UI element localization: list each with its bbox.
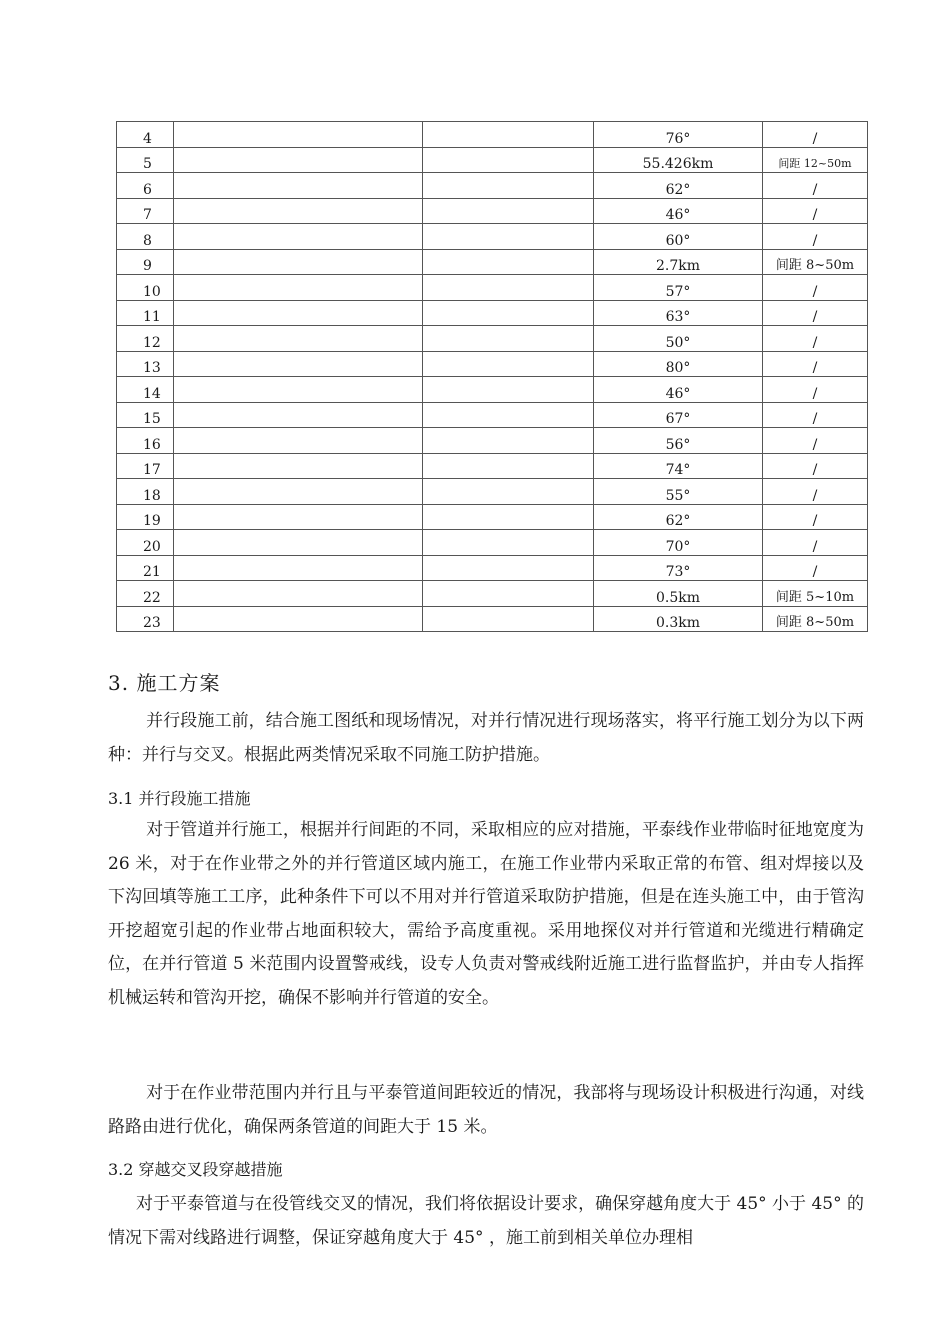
row-number-cell — [117, 504, 174, 530]
value-cell-text: 74° — [665, 462, 691, 478]
note-cell — [763, 249, 868, 275]
row-number-cell — [117, 402, 174, 428]
blank-cell — [174, 606, 423, 632]
blank-cell — [174, 326, 423, 352]
value-cell-text: 62° — [665, 513, 691, 529]
blank-cell — [174, 300, 423, 326]
row-number-cell — [117, 122, 174, 148]
paragraph-3-1-a-text: 对于管道并行施工，根据并行间距的不同，采取相应的应对措施，平泰线作业带临时征地宽度为 26 米，对于在作业带之外的并行管道区域内施工，在施工作业带内采取正常的布管、组对焊接以及下沟回填等施工工序，此种条件下可以不用对并行管道采取防护措施，但是在连头施工中，由于管沟开挖超宽引起的作业带占地面积较大，需给予高度重视。采用地探仪对并行管道和光缆进行精确定位，在并行管道 5 米范围内设置警戒线，设专人负责对警戒线附近施工进行监督监护，并由专人指挥机械运转和管沟开挖，确保不影响并行管道的安全。 — [108, 820, 864, 1008]
value-cell-text: 67° — [665, 411, 691, 427]
row-number-cell-text: 18 — [143, 487, 161, 504]
note-cell — [763, 275, 868, 301]
row-number-cell — [117, 530, 174, 556]
note-cell — [763, 530, 868, 556]
row-number-cell — [117, 428, 174, 454]
table-row — [117, 479, 868, 505]
blank-cell — [423, 351, 594, 377]
note-cell — [763, 198, 868, 224]
note-cell — [763, 504, 868, 530]
value-cell-text: 63° — [665, 309, 691, 325]
value-cell — [594, 530, 763, 556]
note-cell-text: / — [812, 360, 818, 376]
note-cell-text: / — [812, 207, 818, 223]
subsection-title-3-1: 3.1 并行段施工措施 — [108, 789, 251, 808]
blank-cell — [423, 453, 594, 479]
row-number-cell-text: 10 — [143, 283, 161, 300]
section-heading: 3. 施工方案 — [108, 671, 221, 695]
blank-cell — [423, 198, 594, 224]
note-cell-text: / — [812, 513, 818, 529]
blank-cell — [423, 224, 594, 250]
table-row — [117, 606, 868, 632]
note-cell — [763, 224, 868, 250]
row-number-cell — [117, 377, 174, 403]
note-cell — [763, 428, 868, 454]
blank-cell — [174, 504, 423, 530]
table-row — [117, 530, 868, 556]
note-cell — [763, 606, 868, 632]
value-cell-text: 2.7km — [655, 258, 701, 274]
note-cell-text: 间距 12~50m — [778, 157, 852, 170]
row-number-cell-text: 9 — [143, 258, 152, 274]
table-row — [117, 198, 868, 224]
note-cell-text: / — [812, 564, 818, 580]
table-row — [117, 249, 868, 275]
value-cell — [594, 351, 763, 377]
note-cell — [763, 147, 868, 173]
table-row — [117, 326, 868, 352]
blank-cell — [174, 530, 423, 556]
row-number-cell-text: 19 — [143, 513, 161, 529]
value-cell — [594, 581, 763, 607]
table-row — [117, 555, 868, 581]
value-cell — [594, 326, 763, 352]
blank-cell — [174, 377, 423, 403]
row-number-cell — [117, 147, 174, 173]
table-row — [117, 402, 868, 428]
value-cell — [594, 249, 763, 275]
blank-cell — [174, 555, 423, 581]
row-number-cell-text: 12 — [143, 334, 161, 351]
blank-cell — [174, 351, 423, 377]
table-row — [117, 147, 868, 173]
table-row — [117, 581, 868, 607]
blank-cell — [423, 249, 594, 275]
value-cell-text: 57° — [665, 283, 691, 300]
paragraph-3-1-b — [108, 1077, 864, 1144]
blank-cell — [423, 326, 594, 352]
row-number-cell-text: 16 — [143, 436, 161, 453]
row-number-cell-text: 7 — [143, 207, 152, 223]
note-cell — [763, 326, 868, 352]
value-cell-text: 55.426km — [642, 156, 714, 172]
value-cell-text: 55° — [665, 487, 691, 504]
blank-cell — [423, 402, 594, 428]
row-number-cell-text: 15 — [143, 411, 161, 427]
value-cell — [594, 453, 763, 479]
value-cell — [594, 479, 763, 505]
row-number-cell-text: 13 — [143, 360, 161, 376]
note-cell — [763, 581, 868, 607]
row-number-cell — [117, 198, 174, 224]
blank-cell — [423, 479, 594, 505]
note-cell-text: 间距 8~50m — [775, 258, 855, 273]
note-cell-text: / — [812, 309, 818, 325]
note-cell-text: / — [812, 411, 818, 427]
table-row — [117, 377, 868, 403]
row-number-cell-text: 5 — [143, 156, 152, 172]
row-number-cell — [117, 300, 174, 326]
paragraph-3-2-text: 对于平泰管道与在役管线交叉的情况，我们将依据设计要求，确保穿越角度大于 45° 小于 45° 的情况下需对线路进行调整，保证穿越角度大于 45° ，施工前到相关单位办理相 — [108, 1194, 864, 1248]
blank-cell — [174, 147, 423, 173]
row-number-cell-text: 17 — [143, 462, 161, 478]
blank-cell — [423, 504, 594, 530]
value-cell — [594, 122, 763, 148]
blank-cell — [174, 581, 423, 607]
value-cell — [594, 300, 763, 326]
note-cell — [763, 402, 868, 428]
note-cell — [763, 479, 868, 505]
row-number-cell-text: 23 — [143, 615, 161, 631]
blank-cell — [423, 606, 594, 632]
row-number-cell — [117, 453, 174, 479]
row-number-cell-text: 22 — [143, 589, 161, 606]
note-cell — [763, 377, 868, 403]
row-number-cell — [117, 351, 174, 377]
blank-cell — [423, 555, 594, 581]
value-cell-text: 70° — [665, 538, 691, 555]
note-cell-text: / — [812, 385, 818, 402]
blank-cell — [423, 428, 594, 454]
row-number-cell — [117, 275, 174, 301]
blank-cell — [174, 198, 423, 224]
value-cell-text: 73° — [665, 564, 691, 580]
value-cell-text: 46° — [665, 207, 691, 223]
table-row — [117, 504, 868, 530]
table-row — [117, 300, 868, 326]
note-cell-text: / — [812, 334, 818, 351]
blank-cell — [174, 173, 423, 199]
crossing-table — [116, 121, 868, 632]
blank-cell — [174, 402, 423, 428]
value-cell — [594, 198, 763, 224]
paragraph-3-2 — [108, 1188, 864, 1255]
blank-cell — [174, 428, 423, 454]
value-cell — [594, 173, 763, 199]
blank-cell — [423, 581, 594, 607]
row-number-cell-text: 4 — [143, 130, 152, 147]
row-number-cell-text: 6 — [143, 181, 152, 198]
blank-cell — [423, 530, 594, 556]
blank-cell — [423, 173, 594, 199]
row-number-cell — [117, 326, 174, 352]
table-row — [117, 173, 868, 199]
row-number-cell — [117, 479, 174, 505]
table-row — [117, 428, 868, 454]
blank-cell — [423, 300, 594, 326]
row-number-cell — [117, 224, 174, 250]
table-row — [117, 275, 868, 301]
row-number-cell — [117, 581, 174, 607]
value-cell — [594, 147, 763, 173]
row-number-cell-text: 14 — [143, 385, 161, 402]
row-number-cell — [117, 555, 174, 581]
blank-cell — [423, 122, 594, 148]
note-cell — [763, 173, 868, 199]
value-cell — [594, 428, 763, 454]
paragraph-3-1-b-text: 对于在作业带范围内并行且与平泰管道间距较近的情况，我部将与现场设计积极进行沟通，对线路路由进行优化，确保两条管道的间距大于 15 米。 — [108, 1083, 864, 1137]
value-cell — [594, 224, 763, 250]
row-number-cell-text: 11 — [143, 309, 161, 325]
table-row — [117, 453, 868, 479]
note-cell-text: 间距 8~50m — [775, 615, 855, 630]
note-cell-text: 间距 5~10m — [775, 589, 855, 605]
row-number-cell-text: 20 — [143, 538, 161, 555]
row-number-cell — [117, 173, 174, 199]
table-row — [117, 224, 868, 250]
blank-cell — [174, 479, 423, 505]
value-cell-text: 0.3km — [655, 615, 701, 631]
table-row — [117, 351, 868, 377]
table-row — [117, 122, 868, 148]
value-cell — [594, 606, 763, 632]
value-cell — [594, 377, 763, 403]
value-cell-text: 80° — [665, 360, 691, 376]
row-number-cell-text: 21 — [143, 564, 161, 580]
row-number-cell — [117, 606, 174, 632]
note-cell — [763, 300, 868, 326]
blank-cell — [423, 275, 594, 301]
blank-cell — [174, 453, 423, 479]
note-cell — [763, 555, 868, 581]
note-cell-text: / — [812, 487, 818, 504]
paragraph-3-1-a — [108, 814, 864, 1015]
blank-cell — [174, 249, 423, 275]
value-cell-text: 50° — [665, 334, 691, 351]
note-cell-text: / — [812, 538, 818, 555]
note-cell-text: / — [812, 462, 818, 478]
blank-cell — [174, 275, 423, 301]
note-cell — [763, 453, 868, 479]
row-number-cell-text: 8 — [143, 232, 152, 249]
value-cell-text: 0.5km — [655, 589, 701, 606]
value-cell-text: 46° — [665, 385, 691, 402]
intro-text: 并行段施工前，结合施工图纸和现场情况，对并行情况进行现场落实，将平行施工划分为以下两种：并行与交叉。根据此两类情况采取不同施工防护措施。 — [108, 711, 864, 765]
blank-cell — [423, 377, 594, 403]
note-cell-text: / — [812, 181, 818, 198]
note-cell-text: / — [812, 283, 818, 300]
row-number-cell — [117, 249, 174, 275]
subsection-title-3-2: 3.2 穿越交叉段穿越措施 — [108, 1160, 283, 1179]
value-cell — [594, 275, 763, 301]
intro-paragraph — [108, 705, 864, 772]
blank-cell — [174, 224, 423, 250]
value-cell-text: 62° — [665, 181, 691, 198]
value-cell-text: 76° — [665, 130, 691, 147]
value-cell — [594, 555, 763, 581]
blank-cell — [174, 122, 423, 148]
value-cell — [594, 504, 763, 530]
note-cell — [763, 122, 868, 148]
note-cell-text: / — [812, 232, 818, 249]
value-cell-text: 60° — [665, 232, 691, 249]
value-cell-text: 56° — [665, 436, 691, 453]
blank-cell — [423, 147, 594, 173]
note-cell-text: / — [812, 436, 818, 453]
value-cell — [594, 402, 763, 428]
note-cell — [763, 351, 868, 377]
note-cell-text: / — [812, 130, 818, 147]
